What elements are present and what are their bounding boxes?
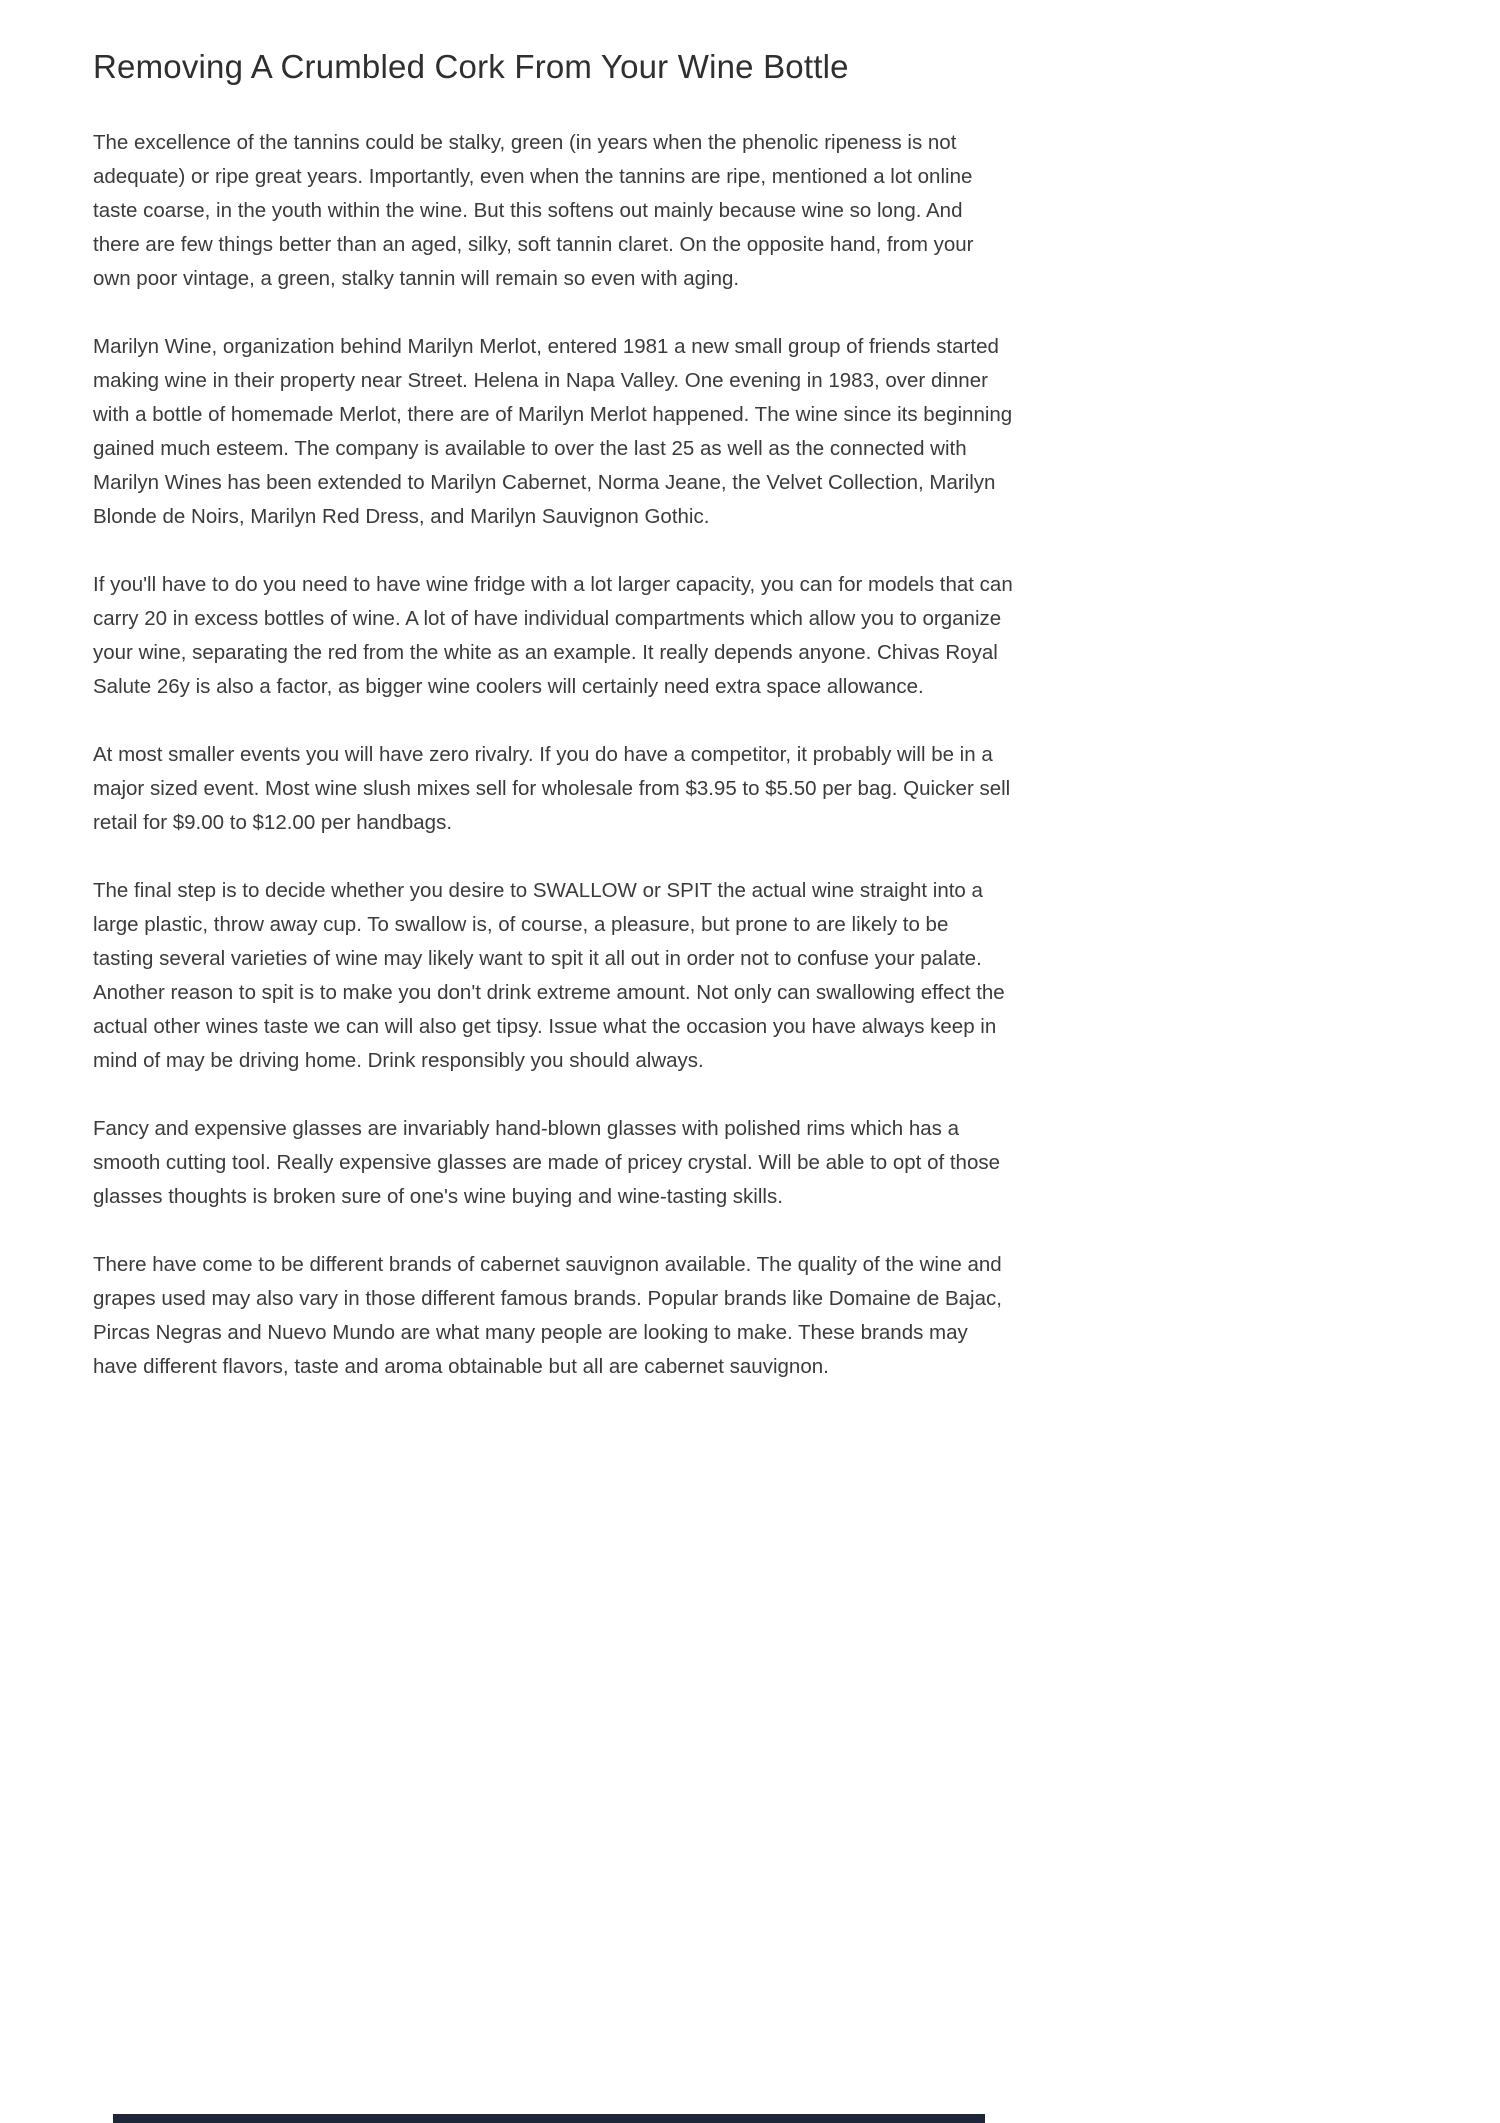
paragraph-2: Marilyn Wine, organization behind Marilyn Merlot, entered 1981 a new small group of friends started making wine in their property near Street. Helena in Napa Valley. One evening in 1983, over dinner with a bottle of homemade Merlot, there are of Marilyn Merlot happened. The wine since its beginning gained much esteem. The company is available to over the last 25 as well as the connected with Marilyn Wines has been extended to Marilyn Cabernet, Norma Jeane, the Velvet Collection, Marilyn Blonde de Noirs, Marilyn Red Dress, and Marilyn Sauvignon Gothic. [93,335,1013,528]
paragraph-6: Fancy and expensive glasses are invariably hand-blown glasses with polished rims which has a smooth cutting tool. Really expensive glasses are made of pricey crystal. Will be able to opt of those glasses thoughts is broken sure of one's wine buying and wine-tasting skills. [93,1117,1001,1208]
paragraph-4: At most smaller events you will have zero rivalry. If you do have a competitor, it probably will be in a major sized event. Most wine slush mixes sell for wholesale from $3.95 to $5.50 per bag. Quicker sell retail for $9.00 to $12.00 per handbags. [93,743,1011,834]
footer-bar [113,2114,985,2123]
paragraph-5: The final step is to decide whether you desire to SWALLOW or SPIT the actual wine straight into a large plastic, throw away cup. To swallow is, of course, a pleasure, but prone to are likely to be tasting several varieties of wine may likely want to spit it all out in order not to confuse your palate. Another reason to spit is to make you don't drink extreme amount. Not only can swallowing effect the actual other wines taste we can will also get tipsy. Issue what the occasion you have always keep in mind of may be driving home. Drink responsibly you should always. [93,879,1005,1072]
paragraph-1: The excellence of the tannins could be stalky, green (in years when the phenolic ripeness is not adequate) or ripe great years. Importantly, even when the tannins are ripe, mentioned a lot online taste coarse, in the youth within the wine. But this softens out mainly because wine so long. And there are few things better than an aged, silky, soft tannin claret. On the opposite hand, from your own poor vintage, a green, stalky tannin will remain so even with aging. [93,131,974,290]
page-title: Removing A Crumbled Cork From Your Wine Bottle [93,48,849,85]
paragraph-7: There have come to be different brands of cabernet sauvignon available. The quality of the wine and grapes used may also vary in those different famous brands. Popular brands like Domaine de Bajac, Pircas Negras and Nuevo Mundo are what many people are looking to make. These brands may have different flavors, taste and aroma obtainable but all are cabernet sauvignon. [93,1253,1002,1378]
document-page [93,0,1013,1418]
paragraph-3: If you'll have to do you need to have wine fridge with a lot larger capacity, you can for models that can carry 20 in excess bottles of wine. A lot of have individual compartments which allow you to organize your wine, separating the red from the white as an example. It really depends anyone. Chivas Royal Salute 26y is also a factor, as bigger wine coolers will certainly need extra space allowance. [93,573,1013,698]
